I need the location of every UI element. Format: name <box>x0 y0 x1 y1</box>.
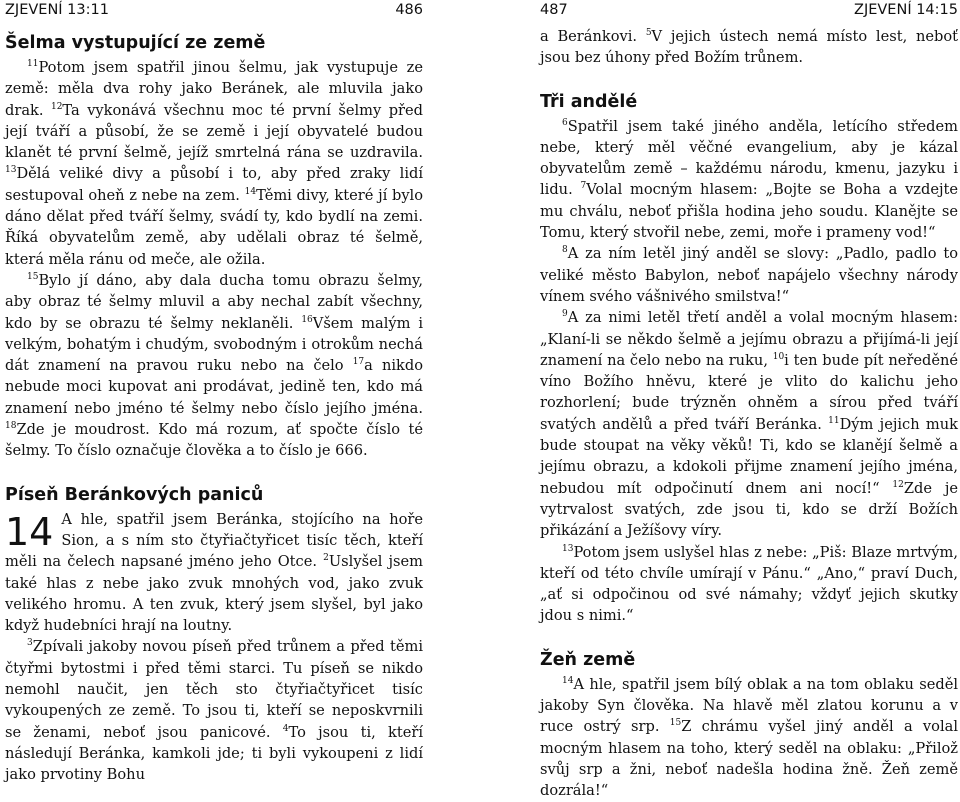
verse-paragraph <box>540 307 958 541</box>
page-number-left: 486 <box>395 2 423 18</box>
section-heading-beast-from-earth: Šelma vystupující ze země <box>5 33 266 53</box>
verse-number: 6 <box>562 117 568 128</box>
verse-text: To jsou ti, kteří následují Beránka, kamkoli jde; ti byli vykoupeni z lidí jako prvotiny Bohu <box>5 723 423 784</box>
verse-text: a nikdo nebude moci kupovat ani prodávat, jedině ten, kdo má znamení nebo jméno té šelmy nebo číslo jejího jména. <box>5 357 423 417</box>
verse-text: V jejich ústech nemá místo lest, neboť jsou bez úhony před Božím trůnem. <box>540 28 958 67</box>
verse-number: 15 <box>27 272 39 283</box>
section-heading-harvest-of-the-earth: Žeň země <box>540 649 636 670</box>
verse-number: 12 <box>892 479 904 490</box>
verse-text: A hle, spatřil jsem bílý oblak a na tom oblaku seděl jakoby Syn člověka. Na hlavě měl zlatou korunu a v ruce ostrý srp. <box>540 675 958 736</box>
verse-number: 16 <box>301 314 313 325</box>
section-heading-song-of-the-lamb: Píseň Beránkových paniců <box>5 484 264 505</box>
running-head-right: ZJEVENÍ 14:15 <box>854 2 958 18</box>
left-running-header <box>5 2 423 26</box>
verse-text: Spatřil jsem také jiného anděla, letícího středem nebe, který měl věčné evangelium, aby je kázal obyvatelům země – každému národu, kmenu, jazyku i lidu. <box>540 117 958 199</box>
verse-text: Všem malým i velkým, bohatým i chudým, svobodným i otrokům nechá dát znamení na pravou ruku nebo na čelo <box>5 314 423 375</box>
verse-number: 2 <box>323 553 329 564</box>
section-text-beast-from-earth <box>5 57 423 462</box>
verse-text: a Beránkovi. <box>540 28 646 45</box>
verse-text: Zpívali jakoby novou píseň před trůnem a před těmi čtyřmi bytostmi i před těmi starci. Tu píseň se nikdo nemohl naučit, jen těch sto čtyřiačtyřicet tisíc vykoupených ze země. To jsou ti, kteří se neposkvrnili se ženami, neboť jsou panicové. <box>5 638 423 741</box>
verse-text: Potom jsem uslyšel hlas z nebe: „Piš: Blaze mrtvým, kteří od této chvíle umírají v Pánu.“ „Ano,“ praví Duch, „ať si odpočinou od své námahy; vždyť jejich skutky jdou s nimi.“ <box>540 543 958 625</box>
verse-paragraph <box>5 509 423 637</box>
verse-text: Z chrámu vyšel jiný anděl a volal mocným hlasem na toho, který seděl na oblaku: „Přilož svůj srp a žni, neboť nadešla hodina žně. Žeň země dozrála!“ <box>540 718 958 800</box>
section-text-three-angels <box>540 116 958 627</box>
verse-text: Potom jsem spatřil jinou šelmu, jak vystupuje ze země: měla dva rohy jako Beránek, ale mluvila jako drak. <box>5 59 423 119</box>
verse-paragraph <box>540 542 958 627</box>
verse-number: 4 <box>282 723 289 734</box>
verse-number: 18 <box>5 421 17 432</box>
continuation-text <box>540 26 958 69</box>
verse-paragraph <box>5 636 423 785</box>
verse-number: 3 <box>27 638 33 649</box>
section-heading-three-angels: Tři andělé <box>540 91 638 112</box>
verse-number: 9 <box>562 309 568 320</box>
verse-number: 11 <box>828 415 840 426</box>
verse-text: i ten bude pít neředěné víno Božího hněvu, které je vlito do kalichu jeho rozhorlení; bude trýzněn ohněm a sírou před tváří svatých andělů a před tváří Beránka. <box>540 351 958 433</box>
chapter-number: 14 <box>5 509 54 554</box>
verse-paragraph <box>5 270 423 462</box>
verse-text: A hle, spatřil jsem Beránka, stojícího na hoře Sion, a s ním sto čtyřiačtyřicet tisíc těch, kteří měli na čelech napsané jméno jeho Otce. <box>5 510 423 571</box>
section-text-harvest-of-the-earth <box>540 674 958 802</box>
verse-paragraph <box>540 243 958 307</box>
verse-paragraph <box>540 674 958 802</box>
verse-text: Uslyšel jsem také hlas z nebe jako zvuk mnohých vod, jako zvuk velikého hromu. A ten zvuk, který jsem slyšel, byl jako když hudebníci hrají na loutny. <box>5 553 424 635</box>
verse-text: Těmi divy, které jí bylo dáno dělat před tváří šelmy, svádí ty, kdo bydlí na zemi. Říká obyvatelům země, aby udělali obraz té šelmě, která měla ránu od meče, ale ožila. <box>5 186 424 268</box>
right-running-header <box>540 2 958 26</box>
verse-number: 14 <box>562 675 574 686</box>
verse-text: A za nimi letěl třetí anděl a volal mocným hlasem: „Klaní-li se někdo šelmě a jejímu obrazu a přijímá-li její znamení na čelo nebo na ruku, <box>540 309 958 369</box>
running-head-left: ZJEVENÍ 13:11 <box>5 2 109 18</box>
verse-text: Zde je vytrvalost svatých, zde jsou ti, kdo se drží Božích přikázání a Ježíšovy víry. <box>540 479 958 540</box>
verse-number: 14 <box>244 186 257 197</box>
right-page <box>540 0 958 800</box>
verse-text: A za ním letěl jiný anděl se slovy: „Padlo, padlo to veliké město Babylon, neboť napájelo všechny národy vínem svého vášnivého smilstva!“ <box>540 245 958 305</box>
verse-number: 7 <box>580 181 587 192</box>
chapter-14-opening <box>5 509 423 786</box>
verse-paragraph <box>540 26 958 69</box>
verse-text: Ta vykonává všechnu moc té první šelmy před její tváří a působí, že se země i její obyvatelé budou klanět té první šelmě, jejíž smrtelná rána se uzdravila. <box>5 101 423 162</box>
verse-number: 13 <box>562 543 574 554</box>
verse-text: Bylo jí dáno, aby dala ducha tomu obrazu šelmy, aby obraz té šelmy mluvil a aby nechal zabít všechny, kdo by se obrazu té šelmy neklaněli. <box>5 271 423 332</box>
verse-number: 5 <box>645 28 652 39</box>
verse-paragraph <box>5 57 423 270</box>
verse-text: Zde je moudrost. Kdo má rozum, ať spočte číslo té šelmy. To číslo označuje člověka a to číslo je 666. <box>5 421 423 460</box>
verse-paragraph <box>540 116 958 244</box>
verse-number: 13 <box>5 165 17 176</box>
verse-number: 10 <box>772 352 785 362</box>
verse-number: 11 <box>27 59 39 70</box>
page-number-right: 487 <box>540 2 568 18</box>
verse-text: Dělá veliké divy a působí i to, aby před zraky lidí sestupoval oheň z nebe na zem. <box>5 165 423 204</box>
verse-number: 8 <box>562 245 568 256</box>
verse-number: 17 <box>352 357 365 368</box>
verse-number: 15 <box>669 718 682 729</box>
left-page <box>5 0 424 784</box>
verse-number: 12 <box>50 101 63 112</box>
verse-text: Dým jejich muk bude stoupat na věky věků! Ti, kdo se klanějí šelmě a jejímu obrazu, a kdokoli přijme znamení jejího jména, nebudou mít odpočinutí dnem ani nocí!“ <box>540 415 958 497</box>
section-text-song-of-the-lamb <box>5 509 423 786</box>
verse-text: Volal mocným hlasem: „Bojte se Boha a vzdejte mu chválu, neboť přišla hodina jeho soudu. Klanějte se Tomu, který stvořil nebe, zemi, moře i prameny vod!“ <box>540 181 958 242</box>
